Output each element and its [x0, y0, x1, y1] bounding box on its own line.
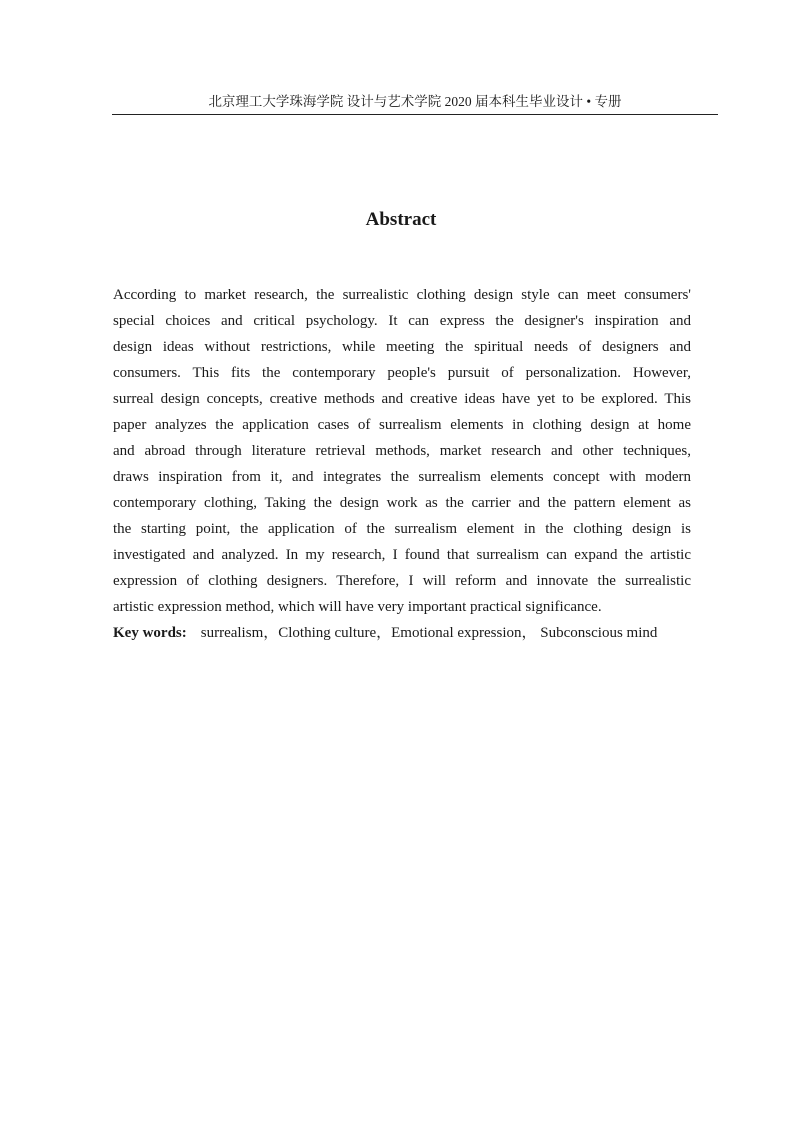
header-divider: [112, 114, 718, 115]
keywords-value: surrealism，Clothing culture，Emotional expression， Subconscious mind: [200, 625, 658, 641]
abstract-title: Abstract: [365, 209, 437, 230]
abstract-line: and abroad through literature retrieval methods, market research and other techniques,: [113, 443, 691, 459]
running-header: 北京理工大学珠海学院 设计与艺术学院 2020 届本科生毕业设计 • 专册: [208, 94, 622, 109]
abstract-line: special choices and critical psychology. It can express the designer's inspiration and: [113, 313, 691, 329]
abstract-line: contemporary clothing, Taking the design work as the carrier and the pattern element as: [113, 495, 691, 511]
abstract-line: consumers. This fits the contemporary people's pursuit of personalization. However,: [113, 365, 691, 381]
abstract-line: investigated and analyzed. In my research, I found that surrealism can expand the artistic: [113, 547, 691, 563]
abstract-line: draws inspiration from it, and integrates the surrealism elements concept with modern: [113, 469, 691, 485]
keywords-label: Key words:: [113, 625, 187, 641]
abstract-body: [113, 282, 691, 620]
abstract-line: the starting point, the application of the surrealism element in the clothing design is: [113, 521, 691, 537]
abstract-line: surreal design concepts, creative methods and creative ideas have yet to be explored. This: [113, 391, 691, 407]
abstract-line: According to market research, the surrealistic clothing design style can meet consumers': [113, 287, 691, 303]
abstract-line: artistic expression method, which will have very important practical significance.: [113, 599, 602, 615]
keywords-line: [113, 620, 713, 646]
abstract-line: paper analyzes the application cases of surrealism elements in clothing design at home: [113, 417, 691, 433]
abstract-line: design ideas without restrictions, while meeting the spiritual needs of designers and: [113, 339, 691, 355]
abstract-line: expression of clothing designers. Therefore, I will reform and innovate the surrealistic: [113, 573, 691, 589]
